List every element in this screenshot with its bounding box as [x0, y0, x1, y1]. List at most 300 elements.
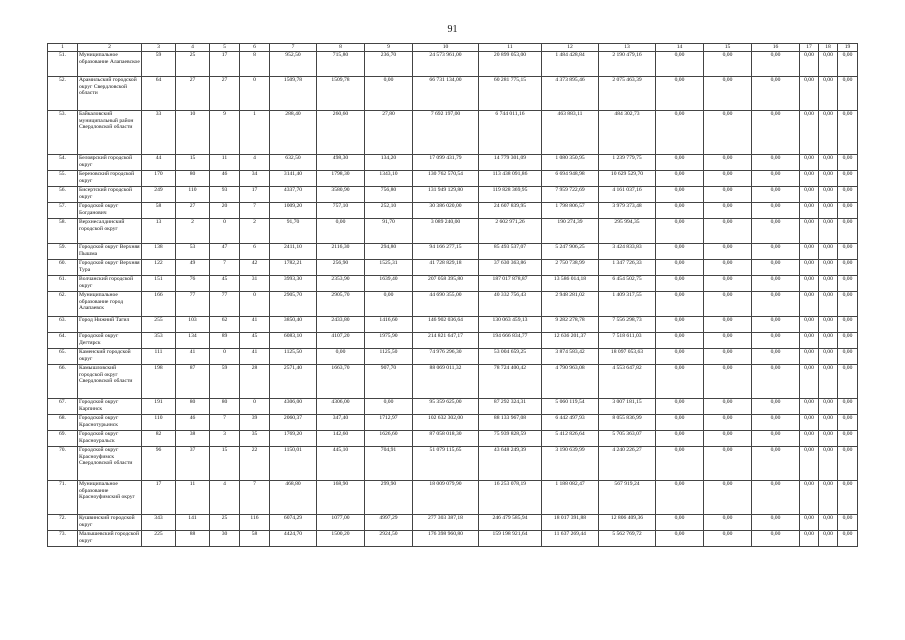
value-cell-col-19: 0,00 — [838, 52, 858, 77]
value-cell-col-17: 0,00 — [800, 447, 819, 481]
row-number: 55. — [48, 171, 78, 187]
municipality-name: Город Нижний Тагил — [78, 317, 142, 333]
value-cell-col-17: 0,00 — [800, 531, 819, 547]
municipality-name: Волчанский городской округ — [78, 276, 142, 292]
value-cell-col-19: 0,00 — [838, 155, 858, 171]
value-cell-col-14: 0,00 — [656, 399, 704, 415]
value-cell-col-14: 0,00 — [656, 52, 704, 77]
value-cell-col-14: 0,00 — [656, 155, 704, 171]
value-cell-col-14: 0,00 — [656, 431, 704, 447]
value-cell-col-14: 0,00 — [656, 365, 704, 399]
value-cell-col-10: 88 069 011,32 — [413, 365, 479, 399]
value-cell-col-14: 0,00 — [656, 244, 704, 260]
value-cell-col-19: 0,00 — [838, 349, 858, 365]
municipality-name: Городской округ Верхняя Тура — [78, 260, 142, 276]
value-cell-col-18: 0,00 — [819, 515, 838, 531]
value-cell-col-14: 0,00 — [656, 349, 704, 365]
value-cell-col-6: 31 — [240, 276, 270, 292]
value-cell-col-4: 80 — [176, 399, 210, 415]
value-cell-col-4: 27 — [176, 203, 210, 219]
value-cell-col-13: 484 302,73 — [599, 111, 656, 155]
value-cell-col-9: 1525,31 — [365, 260, 413, 276]
value-cell-col-18: 0,00 — [819, 431, 838, 447]
value-cell-col-8: 1663,70 — [317, 365, 365, 399]
value-cell-col-5: 7 — [210, 260, 240, 276]
value-cell-col-4: 80 — [176, 171, 210, 187]
value-cell-col-10: 7 692 197,00 — [413, 111, 479, 155]
value-cell-col-13: 12 806 409,36 — [599, 515, 656, 531]
value-cell-col-4: 15 — [176, 155, 210, 171]
value-cell-col-13: 5 705 363,07 — [599, 431, 656, 447]
value-cell-col-8: 1500,20 — [317, 531, 365, 547]
value-cell-col-11: 130 063 459,13 — [479, 317, 542, 333]
value-cell-col-8: 2433,80 — [317, 317, 365, 333]
value-cell-col-14: 0,00 — [656, 260, 704, 276]
column-header-3: 3 — [142, 44, 176, 52]
municipality-name: Камышловский городской округ Свердловской области — [78, 365, 142, 399]
value-cell-col-3: 33 — [142, 111, 176, 155]
value-cell-col-5: 3 — [210, 431, 240, 447]
municipality-name: Муниципальное образование Красноуфимский округ — [78, 481, 142, 515]
row-number: 71. — [48, 481, 78, 515]
value-cell-col-9: 1712,97 — [365, 415, 413, 431]
value-cell-col-11: 194 666 834,77 — [479, 333, 542, 349]
value-cell-col-12: 9 282 278,78 — [542, 317, 599, 333]
value-cell-col-17: 0,00 — [800, 399, 819, 415]
value-cell-col-10: 176 398 960,80 — [413, 531, 479, 547]
value-cell-col-13: 18 097 053,63 — [599, 349, 656, 365]
value-cell-col-19: 0,00 — [838, 244, 858, 260]
value-cell-col-10: 18 009 079,90 — [413, 481, 479, 515]
value-cell-col-15: 0,00 — [704, 187, 752, 203]
value-cell-col-6: 42 — [240, 260, 270, 276]
value-cell-col-5: 45 — [210, 276, 240, 292]
value-cell-col-9: 252,10 — [365, 203, 413, 219]
value-cell-col-17: 0,00 — [800, 276, 819, 292]
value-cell-col-19: 0,00 — [838, 415, 858, 431]
value-cell-col-14: 0,00 — [656, 447, 704, 481]
value-cell-col-15: 0,00 — [704, 415, 752, 431]
column-header-15: 15 — [704, 44, 752, 52]
value-cell-col-16: 0,00 — [752, 52, 800, 77]
value-cell-col-10: 17 099 431,79 — [413, 155, 479, 171]
value-cell-col-11: 43 648 249,39 — [479, 447, 542, 481]
municipality-name: Каменский городской округ — [78, 349, 142, 365]
value-cell-col-10: 24 573 961,00 — [413, 52, 479, 77]
table-row — [48, 77, 858, 111]
value-cell-col-15: 0,00 — [704, 515, 752, 531]
municipality-name: Белоярский городской округ — [78, 155, 142, 171]
value-cell-col-17: 0,00 — [800, 244, 819, 260]
row-number: 51. — [48, 52, 78, 77]
column-header-17: 17 — [800, 44, 819, 52]
value-cell-col-15: 0,00 — [704, 317, 752, 333]
row-number: 60. — [48, 260, 78, 276]
value-cell-col-9: 907,70 — [365, 365, 413, 399]
value-cell-col-18: 0,00 — [819, 155, 838, 171]
value-cell-col-3: 110 — [142, 415, 176, 431]
value-cell-col-7: 632,50 — [270, 155, 317, 171]
value-cell-col-5: 0 — [210, 349, 240, 365]
value-cell-col-5: 77 — [210, 292, 240, 317]
value-cell-col-4: 103 — [176, 317, 210, 333]
value-cell-col-3: 249 — [142, 187, 176, 203]
value-cell-col-11: 2 602 971,26 — [479, 219, 542, 244]
value-cell-col-10: 74 976 296,30 — [413, 349, 479, 365]
column-header-6: 6 — [240, 44, 270, 52]
value-cell-col-15: 0,00 — [704, 531, 752, 547]
column-header-18: 18 — [819, 44, 838, 52]
value-cell-col-14: 0,00 — [656, 481, 704, 515]
municipality-name: Кушвинский городской округ — [78, 515, 142, 531]
value-cell-col-15: 0,00 — [704, 349, 752, 365]
value-cell-col-8: 445,10 — [317, 447, 365, 481]
value-cell-col-7: 1125,50 — [270, 349, 317, 365]
value-cell-col-5: 93 — [210, 187, 240, 203]
value-cell-col-13: 7 518 611,03 — [599, 333, 656, 349]
value-cell-col-10: 277 303 387,18 — [413, 515, 479, 531]
value-cell-col-7: 3850,40 — [270, 317, 317, 333]
value-cell-col-12: 6 694 948,98 — [542, 171, 599, 187]
value-cell-col-3: 343 — [142, 515, 176, 531]
value-cell-col-4: 38 — [176, 431, 210, 447]
table-row — [48, 244, 858, 260]
value-cell-col-3: 13 — [142, 219, 176, 244]
value-cell-col-14: 0,00 — [656, 317, 704, 333]
value-cell-col-5: 89 — [210, 333, 240, 349]
value-cell-col-3: 151 — [142, 276, 176, 292]
value-cell-col-18: 0,00 — [819, 260, 838, 276]
value-cell-col-4: 37 — [176, 447, 210, 481]
value-cell-col-6: 7 — [240, 203, 270, 219]
value-cell-col-14: 0,00 — [656, 531, 704, 547]
value-cell-col-16: 0,00 — [752, 155, 800, 171]
value-cell-col-18: 0,00 — [819, 171, 838, 187]
value-cell-col-7: 1509,78 — [270, 77, 317, 111]
value-cell-col-11: 159 198 921,64 — [479, 531, 542, 547]
value-cell-col-5: 80 — [210, 399, 240, 415]
value-cell-col-12: 1 080 350,95 — [542, 155, 599, 171]
value-cell-col-15: 0,00 — [704, 111, 752, 155]
value-cell-col-13: 2 075 463,39 — [599, 77, 656, 111]
value-cell-col-8: 3580,90 — [317, 187, 365, 203]
value-cell-col-6: 17 — [240, 187, 270, 203]
value-cell-col-19: 0,00 — [838, 481, 858, 515]
value-cell-col-14: 0,00 — [656, 292, 704, 317]
value-cell-col-15: 0,00 — [704, 365, 752, 399]
value-cell-col-11: 113 438 091,86 — [479, 171, 542, 187]
value-cell-col-13: 1 239 779,75 — [599, 155, 656, 171]
value-cell-col-16: 0,00 — [752, 260, 800, 276]
column-header-13: 13 — [599, 44, 656, 52]
column-header-1: 1 — [48, 44, 78, 52]
value-cell-col-3: 96 — [142, 447, 176, 481]
value-cell-col-9: 134,20 — [365, 155, 413, 171]
value-cell-col-9: 1626,60 — [365, 431, 413, 447]
value-cell-col-12: 4 373 895,46 — [542, 77, 599, 111]
value-cell-col-13: 4 240 226,27 — [599, 447, 656, 481]
row-number: 67. — [48, 399, 78, 415]
municipality-name: Муниципальное образование Алапаевское — [78, 52, 142, 77]
value-cell-col-15: 0,00 — [704, 260, 752, 276]
table-row — [48, 187, 858, 203]
value-cell-col-13: 2 190 479,16 — [599, 52, 656, 77]
value-cell-col-18: 0,00 — [819, 317, 838, 333]
value-cell-col-17: 0,00 — [800, 155, 819, 171]
value-cell-col-10: 146 902 036,64 — [413, 317, 479, 333]
value-cell-col-6: 22 — [240, 447, 270, 481]
value-cell-col-19: 0,00 — [838, 219, 858, 244]
value-cell-col-17: 0,00 — [800, 349, 819, 365]
value-cell-col-4: 87 — [176, 365, 210, 399]
value-cell-col-10: 95 359 625,00 — [413, 399, 479, 415]
value-cell-col-9: 4997,29 — [365, 515, 413, 531]
row-number: 68. — [48, 415, 78, 431]
value-cell-col-5: 25 — [210, 515, 240, 531]
value-cell-col-18: 0,00 — [819, 447, 838, 481]
row-number: 72. — [48, 515, 78, 531]
value-cell-col-13: 3 424 833,83 — [599, 244, 656, 260]
value-cell-col-14: 0,00 — [656, 187, 704, 203]
value-cell-col-19: 0,00 — [838, 333, 858, 349]
value-cell-col-11: 85 493 537,07 — [479, 244, 542, 260]
value-cell-col-8: 1077,00 — [317, 515, 365, 531]
row-number: 66. — [48, 365, 78, 399]
value-cell-col-19: 0,00 — [838, 111, 858, 155]
value-cell-col-16: 0,00 — [752, 431, 800, 447]
value-cell-col-5: 17 — [210, 52, 240, 77]
value-cell-col-4: 27 — [176, 77, 210, 111]
value-cell-col-10: 131 949 129,80 — [413, 187, 479, 203]
value-cell-col-9: 27,80 — [365, 111, 413, 155]
value-cell-col-8: 2116,30 — [317, 244, 365, 260]
value-cell-col-5: 15 — [210, 447, 240, 481]
value-cell-col-13: 3 007 181,15 — [599, 399, 656, 415]
value-cell-col-17: 0,00 — [800, 333, 819, 349]
value-cell-col-6: 2 — [240, 219, 270, 244]
value-cell-col-13: 567 919,24 — [599, 481, 656, 515]
value-cell-col-16: 0,00 — [752, 447, 800, 481]
value-cell-col-9: 91,70 — [365, 219, 413, 244]
value-cell-col-15: 0,00 — [704, 399, 752, 415]
value-cell-col-11: 78 724 400,42 — [479, 365, 542, 399]
table-row — [48, 399, 858, 415]
table-row — [48, 447, 858, 481]
value-cell-col-3: 64 — [142, 77, 176, 111]
value-cell-col-17: 0,00 — [800, 219, 819, 244]
table-row — [48, 349, 858, 365]
municipality-name: Городской округ Дегтярск — [78, 333, 142, 349]
value-cell-col-18: 0,00 — [819, 244, 838, 260]
value-cell-col-10: 3 089 240,00 — [413, 219, 479, 244]
value-cell-col-5: 11 — [210, 155, 240, 171]
value-cell-col-10: 214 821 647,17 — [413, 333, 479, 349]
value-cell-col-8: 757,10 — [317, 203, 365, 219]
value-cell-col-18: 0,00 — [819, 276, 838, 292]
value-cell-col-8: 498,30 — [317, 155, 365, 171]
value-cell-col-7: 1009,20 — [270, 203, 317, 219]
value-cell-col-15: 0,00 — [704, 77, 752, 111]
value-cell-col-17: 0,00 — [800, 77, 819, 111]
value-cell-col-4: 141 — [176, 515, 210, 531]
value-cell-col-8: 715,80 — [317, 52, 365, 77]
value-cell-col-19: 0,00 — [838, 447, 858, 481]
table-row — [48, 52, 858, 77]
value-cell-col-11: 37 630 363,86 — [479, 260, 542, 276]
value-cell-col-17: 0,00 — [800, 187, 819, 203]
value-cell-col-13: 8 055 836,99 — [599, 415, 656, 431]
value-cell-col-16: 0,00 — [752, 219, 800, 244]
municipality-name: Верхнесалдинский городской округ — [78, 219, 142, 244]
row-number: 54. — [48, 155, 78, 171]
value-cell-col-12: 4 790 963,08 — [542, 365, 599, 399]
value-cell-col-7: 91,70 — [270, 219, 317, 244]
value-cell-col-17: 0,00 — [800, 292, 819, 317]
value-cell-col-4: 49 — [176, 260, 210, 276]
value-cell-col-6: 41 — [240, 317, 270, 333]
value-cell-col-6: 7 — [240, 481, 270, 515]
value-cell-col-3: 138 — [142, 244, 176, 260]
row-number: 52. — [48, 77, 78, 111]
value-cell-col-14: 0,00 — [656, 333, 704, 349]
row-number: 73. — [48, 531, 78, 547]
table-row — [48, 415, 858, 431]
value-cell-col-8: 4306,00 — [317, 399, 365, 415]
municipality-name: Городской округ Красноуральск — [78, 431, 142, 447]
value-cell-col-4: 11 — [176, 481, 210, 515]
value-cell-col-9: 0,00 — [365, 292, 413, 317]
value-cell-col-12: 3 190 639,99 — [542, 447, 599, 481]
value-cell-col-6: 45 — [240, 333, 270, 349]
value-cell-col-9: 704,91 — [365, 447, 413, 481]
row-number: 70. — [48, 447, 78, 481]
value-cell-col-9: 0,00 — [365, 399, 413, 415]
value-cell-col-17: 0,00 — [800, 171, 819, 187]
value-cell-col-15: 0,00 — [704, 52, 752, 77]
row-number: 59. — [48, 244, 78, 260]
value-cell-col-10: 94 166 277,15 — [413, 244, 479, 260]
value-cell-col-14: 0,00 — [656, 219, 704, 244]
value-cell-col-19: 0,00 — [838, 365, 858, 399]
value-cell-col-9: 1343,10 — [365, 171, 413, 187]
value-cell-col-14: 0,00 — [656, 77, 704, 111]
value-cell-col-7: 4424,70 — [270, 531, 317, 547]
value-cell-col-18: 0,00 — [819, 481, 838, 515]
row-number: 62. — [48, 292, 78, 317]
value-cell-col-13: 6 454 502,75 — [599, 276, 656, 292]
value-cell-col-4: 53 — [176, 244, 210, 260]
value-cell-col-18: 0,00 — [819, 292, 838, 317]
value-cell-col-8: 0,00 — [317, 219, 365, 244]
value-cell-col-12: 5 412 826,64 — [542, 431, 599, 447]
value-cell-col-16: 0,00 — [752, 531, 800, 547]
value-cell-col-4: 134 — [176, 333, 210, 349]
value-cell-col-10: 102 632 302,00 — [413, 415, 479, 431]
row-number: 58. — [48, 219, 78, 244]
value-cell-col-7: 3993,30 — [270, 276, 317, 292]
value-cell-col-10: 44 690 355,00 — [413, 292, 479, 317]
value-cell-col-3: 353 — [142, 333, 176, 349]
value-cell-col-6: 35 — [240, 431, 270, 447]
value-cell-col-12: 2 750 738,99 — [542, 260, 599, 276]
header-row — [48, 44, 858, 52]
value-cell-col-14: 0,00 — [656, 515, 704, 531]
value-cell-col-13: 3 979 373,48 — [599, 203, 656, 219]
value-cell-col-6: 41 — [240, 349, 270, 365]
value-cell-col-17: 0,00 — [800, 365, 819, 399]
value-cell-col-8: 2353,90 — [317, 276, 365, 292]
table-row — [48, 219, 858, 244]
municipality-name: Бисертский городской округ — [78, 187, 142, 203]
table-row — [48, 365, 858, 399]
row-number: 61. — [48, 276, 78, 292]
value-cell-col-6: 34 — [240, 171, 270, 187]
table-row — [48, 481, 858, 515]
table-row — [48, 333, 858, 349]
row-number: 53. — [48, 111, 78, 155]
table-row — [48, 203, 858, 219]
value-cell-col-14: 0,00 — [656, 111, 704, 155]
value-cell-col-6: 6 — [240, 244, 270, 260]
value-cell-col-13: 7 556 298,73 — [599, 317, 656, 333]
municipality-name: Малышевский городской округ — [78, 531, 142, 547]
value-cell-col-7: 2905,70 — [270, 292, 317, 317]
value-cell-col-17: 0,00 — [800, 317, 819, 333]
value-cell-col-9: 1639,40 — [365, 276, 413, 292]
value-cell-col-10: 207 058 395,80 — [413, 276, 479, 292]
value-cell-col-9: 2924,50 — [365, 531, 413, 547]
value-cell-col-16: 0,00 — [752, 244, 800, 260]
table-row — [48, 155, 858, 171]
value-cell-col-19: 0,00 — [838, 292, 858, 317]
value-cell-col-5: 59 — [210, 365, 240, 399]
column-header-9: 9 — [365, 44, 413, 52]
value-cell-col-18: 0,00 — [819, 349, 838, 365]
value-cell-col-19: 0,00 — [838, 531, 858, 547]
value-cell-col-19: 0,00 — [838, 77, 858, 111]
value-cell-col-16: 0,00 — [752, 349, 800, 365]
value-cell-col-13: 1 409 317,55 — [599, 292, 656, 317]
column-header-5: 5 — [210, 44, 240, 52]
value-cell-col-17: 0,00 — [800, 203, 819, 219]
value-cell-col-3: 122 — [142, 260, 176, 276]
value-cell-col-6: 116 — [240, 515, 270, 531]
value-cell-col-19: 0,00 — [838, 260, 858, 276]
table-row — [48, 171, 858, 187]
table-row — [48, 531, 858, 547]
value-cell-col-3: 225 — [142, 531, 176, 547]
value-cell-col-16: 0,00 — [752, 187, 800, 203]
municipality-name: Березовский городской округ — [78, 171, 142, 187]
value-cell-col-16: 0,00 — [752, 171, 800, 187]
value-cell-col-5: 27 — [210, 77, 240, 111]
row-number: 56. — [48, 187, 78, 203]
value-cell-col-11: 60 281 775,15 — [479, 77, 542, 111]
municipality-name: Муниципальное образование город Алапаевск — [78, 292, 142, 317]
value-cell-col-3: 166 — [142, 292, 176, 317]
column-header-7: 7 — [270, 44, 317, 52]
value-cell-col-11: 40 332 756,43 — [479, 292, 542, 317]
column-header-14: 14 — [656, 44, 704, 52]
column-header-4: 4 — [176, 44, 210, 52]
value-cell-col-19: 0,00 — [838, 203, 858, 219]
value-cell-col-11: 246 479 585,94 — [479, 515, 542, 531]
value-cell-col-8: 256,90 — [317, 260, 365, 276]
value-cell-col-16: 0,00 — [752, 333, 800, 349]
value-cell-col-7: 952,50 — [270, 52, 317, 77]
value-cell-col-11: 87 292 324,31 — [479, 399, 542, 415]
table-row — [48, 111, 858, 155]
